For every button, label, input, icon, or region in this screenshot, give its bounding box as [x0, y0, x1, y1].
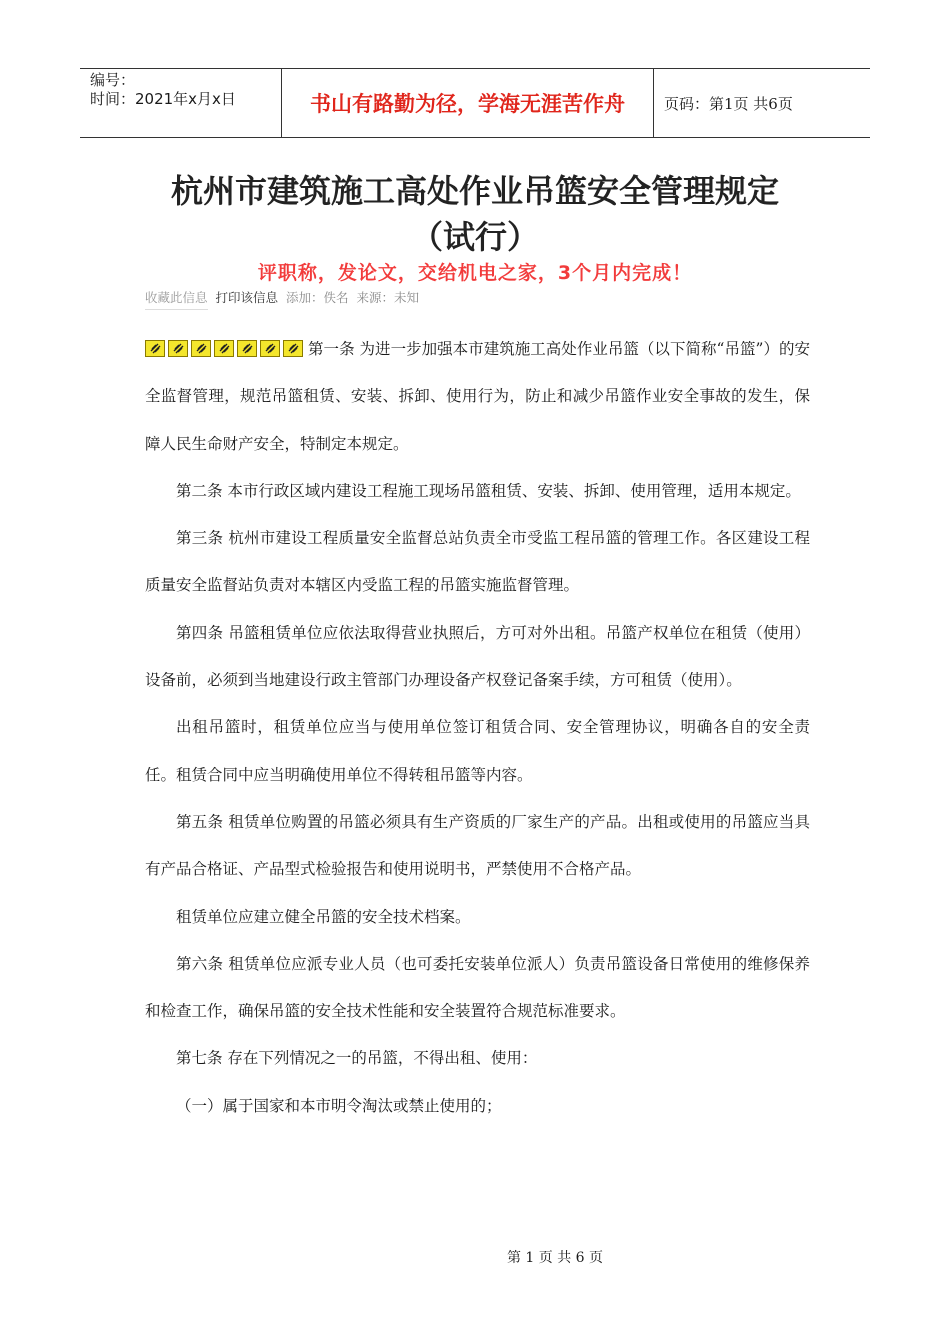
article-1-text: 第一条 为进一步加强本市建筑施工高处作业吊篮（以下简称“吊篮”）的安全监督管理，规范吊篮租赁、安装、拆卸、使用行为，防止和减少吊篮作业安全事故的发生，保障人民生命财产安全，特制定本规定。: [145, 340, 810, 453]
link-icon[interactable]: [168, 340, 188, 357]
article-2: 第二条 本市行政区域内建设工程施工现场吊篮租赁、安装、拆卸、使用管理，适用本规定。: [176, 481, 801, 500]
link-icon[interactable]: [191, 340, 211, 357]
article-5: 第五条 租赁单位购置的吊篮必须具有生产资质的厂家生产的产品。出租或使用的吊篮应当具有产品合格证、产品型式检验报告和使用说明书，严禁使用不合格产品。: [145, 812, 810, 879]
link-icon[interactable]: [260, 340, 280, 357]
header-info-cell: [80, 69, 282, 137]
print-link[interactable]: 打印该信息: [215, 290, 279, 305]
article-5-supplement: 租赁单位应建立健全吊篮的安全技术档案。: [176, 907, 471, 926]
page-info-cell: [654, 69, 870, 137]
time-label: 时间：2021年x月x日: [90, 90, 236, 108]
added-by: 添加：佚名: [286, 290, 349, 305]
promo-banner[interactable]: 评职称，发论文，交给机电之家，3个月内完成！: [257, 262, 693, 284]
article-6: 第六条 租赁单位应派专业人员（也可委托安装单位派人）负责吊篮设备日常使用的维修保养和检查工作，确保吊篮的安全技术性能和安全装置符合规范标准要求。: [145, 954, 810, 1021]
document-header: [80, 68, 870, 138]
article-4: 第四条 吊篮租赁单位应依法取得营业执照后，方可对外出租。吊篮产权单位在租赁（使用）设备前，必须到当地建设行政主管部门办理设备产权登记备案手续，方可租赁（使用）。: [145, 623, 810, 690]
source-label: 来源：未知: [356, 290, 420, 305]
article-4-supplement: 出租吊篮时，租赁单位应当与使用单位签订租赁合同、安全管理协议，明确各自的安全责任。租赁合同中应当明确使用单位不得转租吊篮等内容。: [145, 718, 810, 784]
paragraph: [145, 326, 810, 468]
link-icon[interactable]: [214, 340, 234, 357]
link-icon[interactable]: [283, 340, 303, 357]
motto-text: 书山有路勤为径，学海无涯苦作舟: [310, 92, 625, 116]
page-label: 页码：第1页 共6页: [664, 94, 793, 113]
document-title: 杭州市建筑施工高处作业吊篮安全管理规定: [170, 172, 779, 210]
article-body: [145, 326, 810, 1130]
article-7: 第七条 存在下列情况之一的吊篮，不得出租、使用：: [176, 1049, 538, 1068]
number-label: 编号：: [90, 71, 136, 89]
link-icon[interactable]: [237, 340, 257, 357]
favorite-link[interactable]: 收藏此信息: [145, 288, 208, 310]
article-3: 第三条 杭州市建设工程质量安全监督总站负责全市受监工程吊篮的管理工作。各区建设工程质量安全监督站负责对本辖区内受监工程的吊篮实施监督管理。: [145, 529, 810, 595]
motto-cell: [282, 69, 654, 137]
document-subtitle: （试行）: [410, 218, 539, 256]
article-7-item-1: （一）属于国家和本市明令淘汰或禁止使用的；: [176, 1096, 502, 1115]
icon-row: [145, 340, 306, 357]
page-footer: 第 1 页 共 6 页: [506, 1250, 604, 1266]
article-meta: [145, 288, 427, 310]
link-icon[interactable]: [145, 340, 165, 357]
